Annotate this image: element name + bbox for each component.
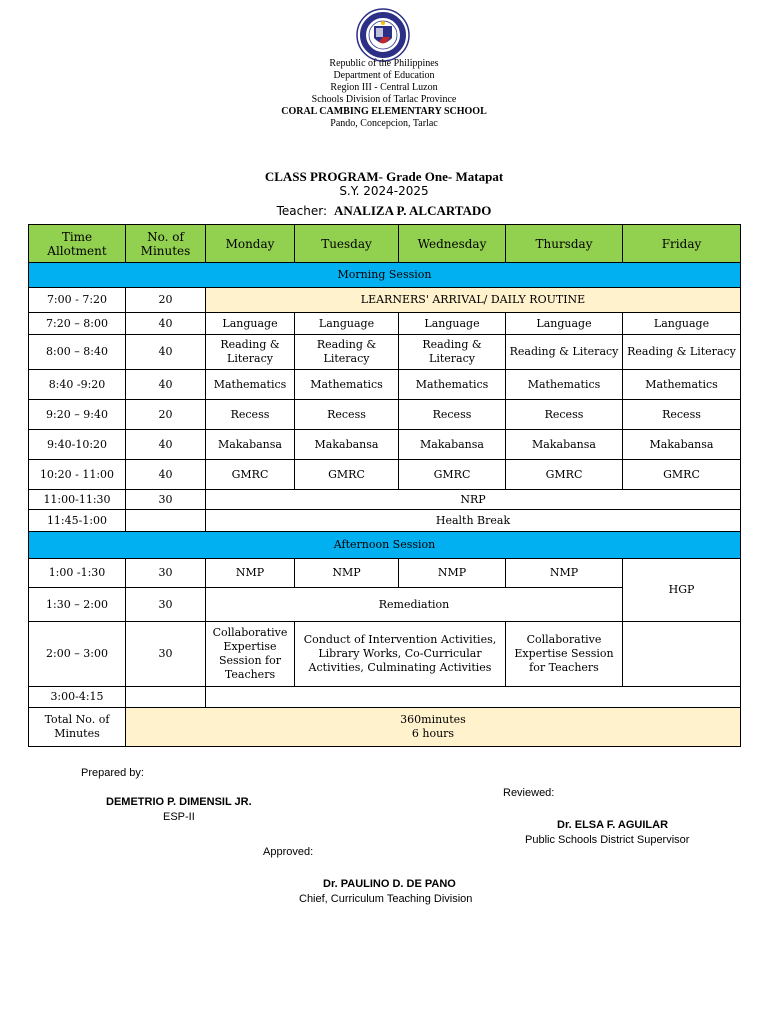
minutes-cell — [126, 687, 206, 708]
time-cell: 11:45-1:00 — [29, 510, 126, 532]
minutes-cell: 20 — [126, 400, 206, 430]
session-row — [29, 532, 741, 559]
subject-cell: Reading & Literacy — [506, 335, 623, 370]
col-header-monday: Monday — [206, 225, 295, 263]
header-line-4: Schools Division of Tarlac Province — [311, 94, 457, 105]
time-cell: 9:40-10:20 — [29, 430, 126, 460]
total-value-cell — [126, 708, 741, 747]
table-row — [29, 430, 741, 460]
subject-cell: Reading & Literacy — [399, 335, 506, 370]
subject-cell: Mathematics — [295, 370, 399, 400]
subject-cell: Language — [623, 313, 741, 335]
subject-cell: Mathematics — [399, 370, 506, 400]
subject-cell: Makabansa — [623, 430, 741, 460]
table-row — [29, 288, 741, 313]
subject-cell: Mathematics — [506, 370, 623, 400]
school-address: Pando, Concepcion, Tarlac — [330, 118, 438, 129]
subject-cell: Makabansa — [295, 430, 399, 460]
minutes-cell: 40 — [126, 460, 206, 490]
table-row — [29, 335, 741, 370]
total-row — [29, 708, 741, 747]
subject-cell: NMP — [399, 559, 506, 588]
teacher-name: ANALIZA P. ALCARTADO — [334, 203, 492, 218]
time-cell: 8:40 -9:20 — [29, 370, 126, 400]
empty-cell — [623, 622, 741, 687]
subject-cell: Recess — [399, 400, 506, 430]
table-row — [29, 400, 741, 430]
total-minutes: 360minutes — [400, 713, 466, 726]
reviewed-name: Dr. ELSA F. AGUILAR — [557, 819, 669, 831]
time-cell: 7:00 - 7:20 — [29, 288, 126, 313]
time-cell: 11:00-11:30 — [29, 490, 126, 510]
col-header-thursday: Thursday — [506, 225, 623, 263]
subject-cell: GMRC — [295, 460, 399, 490]
time-cell: 3:00-4:15 — [29, 687, 126, 708]
subject-cell: GMRC — [623, 460, 741, 490]
intervention-cell: Conduct of Intervention Activities, Library Works, Co-Curricular Activities, Culminating Activities — [295, 622, 506, 687]
minutes-cell: 40 — [126, 313, 206, 335]
minutes-cell: 30 — [126, 588, 206, 622]
subject-cell: NMP — [206, 559, 295, 588]
afternoon-session-label: Afternoon Session — [29, 532, 741, 559]
subject-cell: Recess — [295, 400, 399, 430]
minutes-cell: 20 — [126, 288, 206, 313]
subject-cell: Reading & Literacy — [295, 335, 399, 370]
morning-session-label: Morning Session — [29, 263, 741, 288]
subject-cell: Reading & Literacy — [623, 335, 741, 370]
time-cell: 10:20 - 11:00 — [29, 460, 126, 490]
minutes-cell: 40 — [126, 335, 206, 370]
teacher-line — [0, 203, 768, 219]
header-line-1: Republic of the Philippines — [329, 58, 439, 69]
prepared-name: DEMETRIO P. DIMENSIL JR. — [106, 796, 252, 808]
subject-cell: NMP — [295, 559, 399, 588]
col-header-minutes: No. of Minutes — [126, 225, 206, 263]
subject-cell: Language — [206, 313, 295, 335]
header-row — [29, 225, 741, 263]
reviewed-label: Reviewed: — [503, 787, 555, 799]
health-break-cell: Health Break — [206, 510, 741, 532]
subject-cell: Mathematics — [206, 370, 295, 400]
class-program-table — [28, 224, 741, 747]
header-line-2: Department of Education — [333, 70, 435, 81]
school-year: S.Y. 2024-2025 — [339, 184, 429, 198]
subject-cell: Makabansa — [206, 430, 295, 460]
subject-cell: GMRC — [506, 460, 623, 490]
collab-monday-cell: Collaborative Expertise Session for Teachers — [206, 622, 295, 687]
minutes-cell: 40 — [126, 370, 206, 400]
deped-seal-logo — [356, 8, 410, 62]
table-row — [29, 313, 741, 335]
subject-cell: Makabansa — [399, 430, 506, 460]
subject-cell: Recess — [506, 400, 623, 430]
subject-cell: Makabansa — [506, 430, 623, 460]
subject-cell: Language — [399, 313, 506, 335]
table-row — [29, 460, 741, 490]
arrival-cell: LEARNERS' ARRIVAL/ DAILY ROUTINE — [206, 288, 741, 313]
subject-cell: Language — [295, 313, 399, 335]
minutes-cell: 30 — [126, 622, 206, 687]
minutes-cell: 30 — [126, 490, 206, 510]
session-row — [29, 263, 741, 288]
minutes-cell: 30 — [126, 559, 206, 588]
time-cell: 2:00 – 3:00 — [29, 622, 126, 687]
remediation-cell: Remediation — [206, 588, 623, 622]
subject-cell: Recess — [623, 400, 741, 430]
subject-cell: NMP — [506, 559, 623, 588]
approved-label: Approved: — [263, 846, 314, 858]
col-header-tuesday: Tuesday — [295, 225, 399, 263]
table-row — [29, 559, 741, 588]
col-header-wednesday: Wednesday — [399, 225, 506, 263]
subject-cell: GMRC — [206, 460, 295, 490]
prepared-position: ESP-II — [163, 811, 195, 823]
empty-cell — [206, 687, 741, 708]
minutes-cell — [126, 510, 206, 532]
col-header-time: Time Allotment — [29, 225, 126, 263]
header-line-3: Region III - Central Luzon — [330, 82, 438, 93]
prepared-label: Prepared by: — [81, 767, 144, 779]
subject-cell: Reading & Literacy — [206, 335, 295, 370]
time-cell: 9:20 – 9:40 — [29, 400, 126, 430]
subject-cell: Mathematics — [623, 370, 741, 400]
approved-name: Dr. PAULINO D. DE PANO — [323, 878, 456, 890]
time-cell: 8:00 – 8:40 — [29, 335, 126, 370]
subject-cell: Recess — [206, 400, 295, 430]
total-label-cell: Total No. of Minutes — [29, 708, 126, 747]
table-row — [29, 370, 741, 400]
collab-thursday-cell: Collaborative Expertise Session for Teachers — [506, 622, 623, 687]
table-row — [29, 622, 741, 687]
time-cell: 1:30 – 2:00 — [29, 588, 126, 622]
approved-position: Chief, Curriculum Teaching Division — [299, 893, 473, 905]
reviewed-position: Public Schools District Supervisor — [525, 834, 690, 846]
minutes-cell: 40 — [126, 430, 206, 460]
table-row — [29, 510, 741, 532]
school-name: CORAL CAMBING ELEMENTARY SCHOOL — [281, 106, 487, 117]
program-title: CLASS PROGRAM- Grade One- Matapat — [264, 169, 504, 184]
time-cell: 1:00 -1:30 — [29, 559, 126, 588]
subject-cell: Language — [506, 313, 623, 335]
table-row — [29, 687, 741, 708]
col-header-friday: Friday — [623, 225, 741, 263]
hgp-cell: HGP — [623, 559, 741, 622]
table-row — [29, 490, 741, 510]
nrp-cell: NRP — [206, 490, 741, 510]
subject-cell: GMRC — [399, 460, 506, 490]
teacher-label: Teacher: — [276, 204, 327, 218]
time-cell: 7:20 – 8:00 — [29, 313, 126, 335]
total-hours: 6 hours — [411, 727, 455, 740]
